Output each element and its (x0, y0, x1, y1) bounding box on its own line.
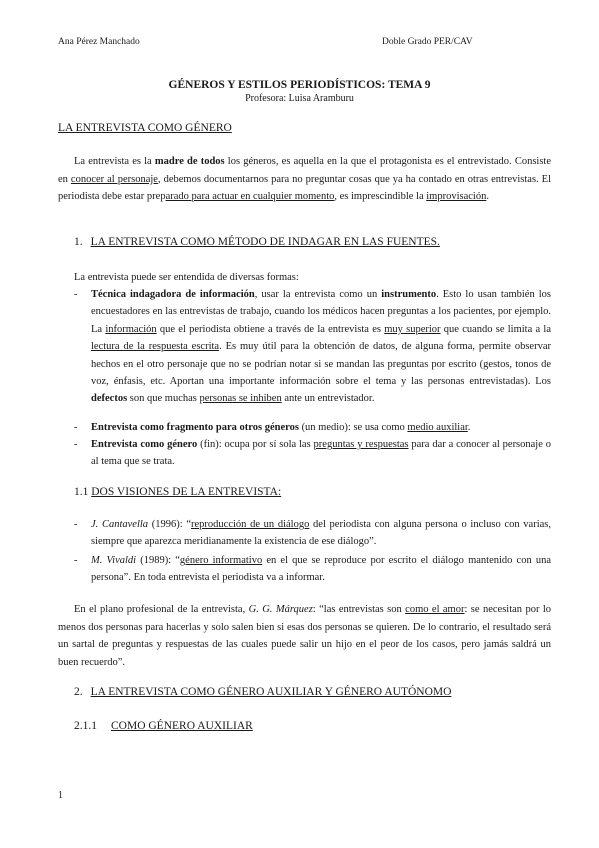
section-1-1-heading: 1.1 DOS VISIONES DE LA ENTREVISTA: (74, 486, 282, 498)
bullet-technique: - Técnica indagadora de información, usar la entrevista como un instrumento. Esto lo usan también los encuestadores en las entrevistas de trabajo, cuando los médicos hacen preguntas a los pacientes, por ejemplo. La información que el periodista obtiene a través de la entrevista es muy superior que cuando se limita a la lectura de la respuesta escrita. Es muy útil para la obtención de datos, de alguna forma, permite observar hechos en el otro personaje que no se podrían notar si se mandan las preguntas por escrito (gestos, tonos de voz, énfasis, etc. Aportan una importante información sobre el tema y las personas entrevistadas). Los defectos son que muchas personas se inhiben ante un entrevistador. (74, 289, 551, 405)
main-section-heading: LA ENTREVISTA COMO GÉNERO (58, 122, 232, 134)
vision-vivaldi: - M. Vivaldi (1989): “género informativo en el que se reproduce por escrito el diálogo mantenido con una persona”. En toda entrevista el periodista va a informar. (74, 555, 551, 584)
section-2-1-1-heading: 2.1.1 COMO GÉNERO AUXILIAR (74, 720, 253, 732)
bullet-genre: - Entrevista como género (fin): ocupa por sí sola las preguntas y respuestas para dar a conocer al personaje o al tema que se trata. (74, 439, 552, 468)
header-degree: Doble Grado PER/CAV (382, 37, 473, 47)
document-title: GÉNEROS Y ESTILOS PERIODÍSTICOS: TEMA 9 (168, 79, 431, 91)
header-author: Ana Pérez Manchado (58, 37, 140, 47)
section-1-heading: 1. LA ENTREVISTA COMO MÉTODO DE INDAGAR EN LAS FUENTES. (74, 236, 440, 248)
section-2-heading: 2. LA ENTREVISTA COMO GÉNERO AUXILIAR Y GÉNERO AUTÓNOMO (74, 686, 452, 698)
marquez-paragraph: En el plano profesional de la entrevista, G. G. Márquez: “las entrevistas son como el amor: se necesitan por lo menos dos personas para hacerlas y solo salen bien si esas dos personas se quieren. De lo contrario, el resultado será un sartal de preguntas y respuestas de las cuales puede salir un hijo en el peor de los casos, pero jamás saldrá un buen recuerdo”. (58, 604, 552, 668)
page-number: 1 (58, 790, 63, 801)
intro-paragraph: La entrevista es la madre de todos los géneros, es aquella en la que el protagonista es el entrevistado. Consiste en conocer al personaje, debemos documentarnos para no preguntar cosas que ya ha contado en otras entrevistas. El periodista debe estar preparado para actuar en cualquier momento, es imprescindible la improvisación. (58, 156, 552, 203)
bullet-fragment: - Entrevista como fragmento para otros géneros (un medio): se usa como medio auxiliar. (74, 422, 471, 433)
forms-intro: La entrevista puede ser entendida de diversas formas: (74, 272, 299, 283)
vision-cantavella: - J. Cantavella (1996): “reproducción de un diálogo del periodista con alguna persona o incluso con varias, siempre que aparezca meridianamente la existencia de ese diálogo”. (74, 519, 551, 548)
professor-line: Profesora: Luisa Aramburu (245, 93, 354, 104)
